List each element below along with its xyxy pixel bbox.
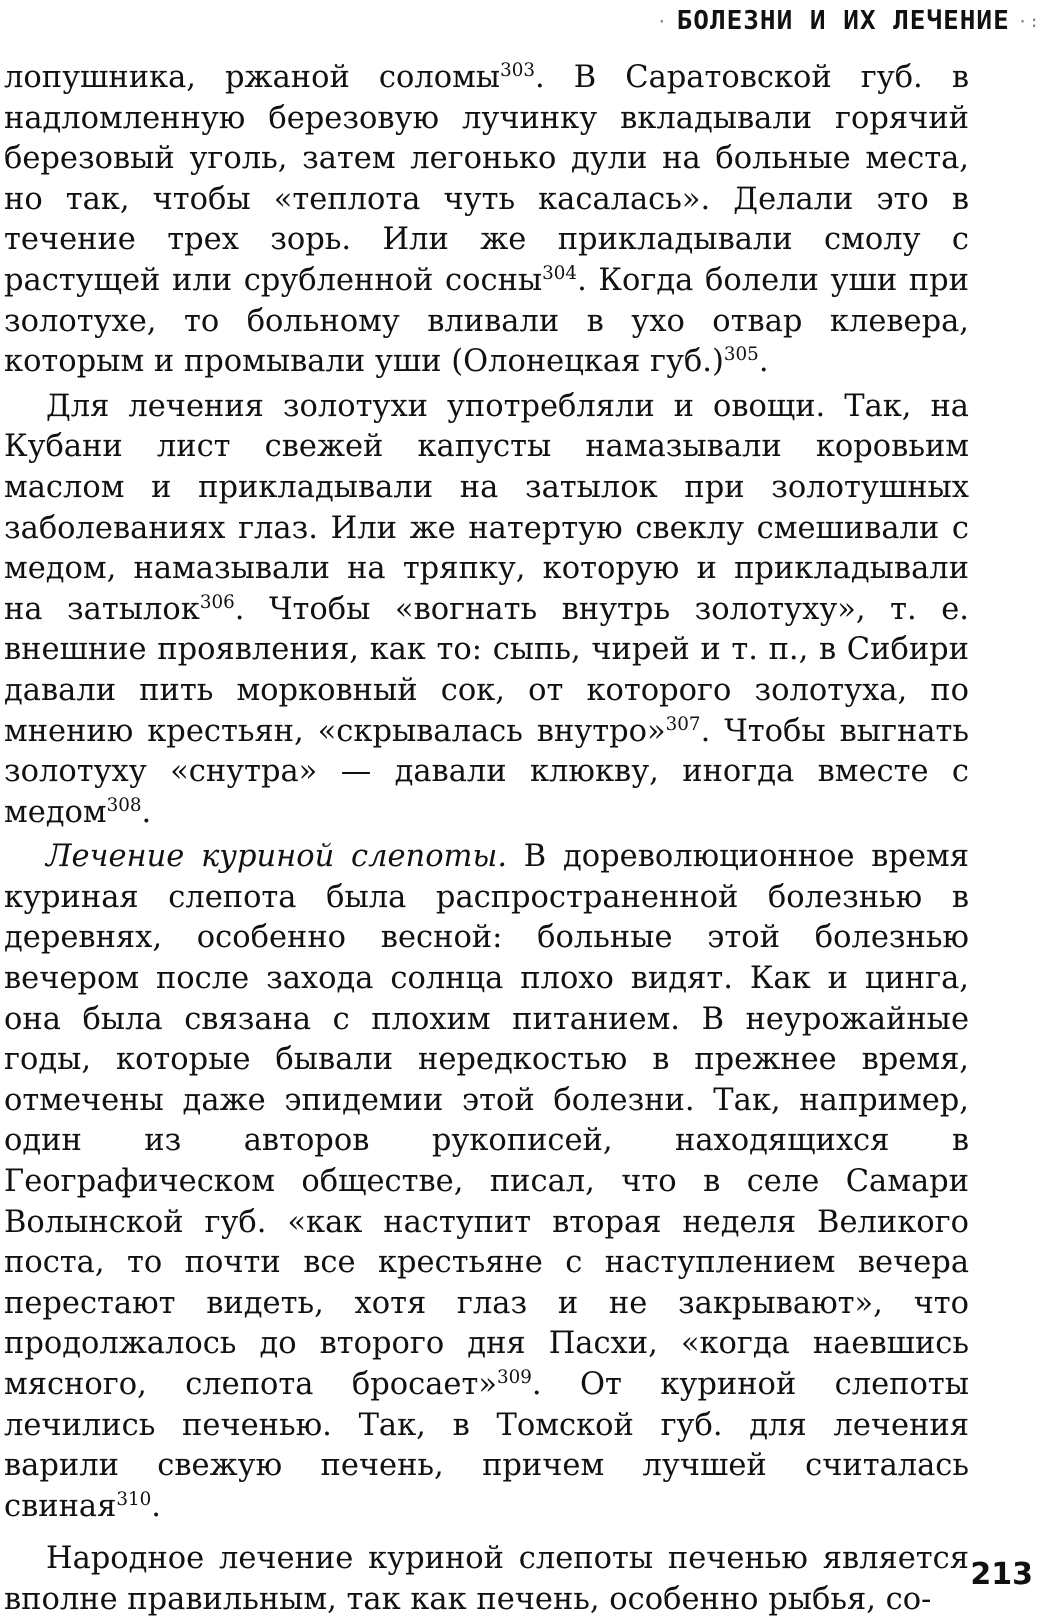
footnote-ref-310: 310: [116, 1488, 152, 1510]
footnote-ref-309: 309: [497, 1366, 532, 1388]
text-run: Для лечения золотухи употребляли и овощи. Так, на Кубани лист свежей капусты намазывали коровьим маслом и прикладывали на затылок при золотушных заболеваниях глаз. Или же натертую свеклу смешивали с медом, намазывали на тряпку, которую и прикладывали на затылок: [4, 388, 969, 627]
footnote-ref-306: 306: [199, 591, 235, 613]
text-run: В дореволюционное время куриная слепота была распространенной болезнью в деревнях, особенно весной: больные этой болезнью вечером после захода солнца плохо видят. Как и цинга, она была связана с плохим питанием. В неурожайные годы, которые бывали нередкостью в прежнее время, отмечены даже эпидемии этой болезни. Так, например, один из авторов рукописей, находящихся в Географическом обществе, писал, что в селе Самари Волынской губ. «как наступит вторая неделя Великого поста, то почти все крестьяне с наступлением вечера перестают видеть, хотя глаз и не закрывают», что продолжалось до второго дня Пасхи, «когда наевшись мясного, слепота бросает»: [4, 839, 969, 1402]
running-head-title: БОЛЕЗНИ И ИХ ЛЕЧЕНИЕ: [676, 6, 1010, 36]
text-run: лопушника, ржаной соломы: [4, 60, 501, 95]
footnote-ref-304: 304: [542, 262, 578, 284]
footnote-ref-307: 307: [665, 713, 701, 735]
text-run: . Чтобы выгнать золотуху «снутра» — давали клюкву, иногда вместе с медом: [4, 713, 969, 830]
text-run: .: [141, 794, 152, 830]
footnote-ref-303: 303: [500, 59, 535, 81]
text-run: . Чтобы «вогнать внутрь золотуху», т. е. внешние проявления, как то: сыпь, чирей и т. п., в Сибири давали пить морковный сок, от которого золотуха, по мнению крестьян, «скрывалась внутро»: [4, 591, 969, 749]
page-number: 213: [970, 1557, 1033, 1592]
footnote-ref-308: 308: [106, 794, 142, 816]
running-head: [657, 4, 1041, 38]
text-run: . Когда болели уши при золотухе, то больному вливали в ухо отвар клевера, которым и промывали уши (Олонецкая губ.): [4, 262, 969, 380]
text-run: .: [758, 344, 769, 380]
text-run: . В Саратовской губ. в надломленную березовую лучинку вкладывали горячий березовый уголь, затем легонько дули на больные места, но так, чтобы «теплота чуть касалась». Делали это в течение трех зорь. Или же прикладывали смолу с растущей или срубленной сосны: [4, 60, 969, 298]
section-heading-inline: Лечение куриной слепоты.: [46, 839, 508, 875]
paragraph-4: [4, 1539, 969, 1620]
paragraph-1: [4, 58, 969, 383]
paragraph-2: [4, 387, 969, 834]
body-text: [4, 58, 969, 1621]
paragraph-3: [4, 837, 969, 1527]
text-run: .: [151, 1488, 161, 1524]
text-run: . От куриной слепоты лечились печенью. Так, в Томской губ. для лечения варили свежую печень, причем лучшей считалась свиная: [4, 1367, 969, 1524]
footnote-ref-305: 305: [723, 344, 759, 365]
running-head-ornament-left: ·: [657, 11, 669, 31]
text-run: Народное лечение куриной слепоты печенью является вполне правильным, так как печень, особенно рыбья, со-: [4, 1541, 969, 1617]
running-head-ornament-right: ·:: [1017, 11, 1041, 31]
